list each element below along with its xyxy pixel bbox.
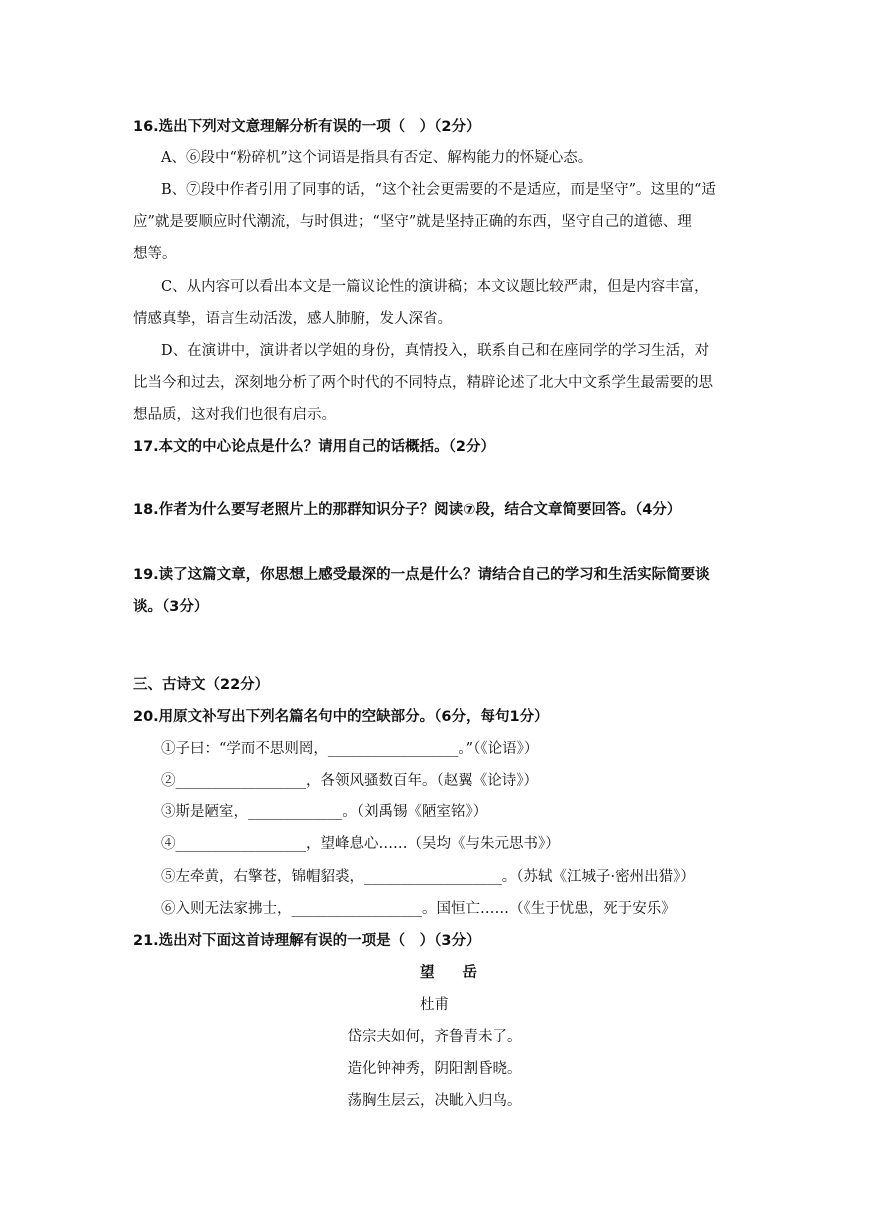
q20-item-4: ④__________________，望峰息心……（吴均《与朱元思书》） bbox=[161, 836, 560, 852]
poem-author: 杜甫 bbox=[420, 997, 449, 1013]
q16-option-b-line1: B、⑦段中作者引用了同事的话，“这个社会更需要的不是适应，而是坚守”。这里的“适 bbox=[161, 182, 716, 198]
q16-option-b-line3: 想等。 bbox=[133, 246, 177, 262]
q16-option-d-line2: 比当今和过去，深刻地分析了两个时代的不同特点，精辟论述了北大中文系学生最需要的思 bbox=[133, 375, 713, 391]
q16-option-d-line1: D、在演讲中，演讲者以学姐的身份，真情投入，联系自己和在座同学的学习生活，对 bbox=[161, 343, 710, 359]
q16-stem: 16.选出下列对文意理解分析有误的一项（ ）（2分） bbox=[133, 119, 481, 135]
q19-stem-line2: 谈。（3分） bbox=[133, 599, 209, 615]
poem-line-3: 荡胸生层云，决眦入归鸟。 bbox=[347, 1093, 522, 1109]
q20-item-6: ⑥入则无法家拂士，__________________。国恒亡……（《生于忧患，死于安乐》 bbox=[161, 901, 676, 917]
poem-line-1: 岱宗夫如何，齐鲁青未了。 bbox=[347, 1029, 522, 1045]
q20-item-3: ③斯是陋室，_____________。（刘禹锡《陋室铭》） bbox=[161, 804, 488, 820]
q20-item-5: ⑤左牵黄，右擎苍，锦帽貂裘，___________________。（苏轼《江城子·密州出猎》） bbox=[161, 869, 695, 885]
q16-option-c-line1: C、从内容可以看出本文是一篇议论性的演讲稿；本文议题比较严肃，但是内容丰富， bbox=[161, 279, 709, 295]
q20-stem: 20.用原文补写出下列名篇名句中的空缺部分。（6分，每句1分） bbox=[133, 709, 549, 725]
q16-option-a: A、⑥段中“粉碎机”这个词语是指具有否定、解构能力的怀疑心态。 bbox=[161, 150, 593, 166]
q17-stem: 17.本文的中心论点是什么？请用自己的话概括。（2分） bbox=[133, 439, 496, 455]
q16-option-c-line2: 情感真挚，语言生动活泼，感人肺腑，发人深省。 bbox=[133, 311, 452, 327]
q16-option-b-line2: 应”就是要顺应时代潮流，与时俱进；“坚守”就是坚持正确的东西，坚守自己的道德、理 bbox=[133, 214, 692, 230]
q19-stem-line1: 19.读了这篇文章，你思想上感受最深的一点是什么？请结合自己的学习和生活实际简要谈 bbox=[133, 567, 710, 583]
q16-option-d-line3: 想品质，这对我们也很有启示。 bbox=[133, 407, 336, 423]
q21-stem: 21.选出对下面这首诗理解有误的一项是（ ）（3分） bbox=[133, 933, 481, 949]
q18-stem: 18.作者为什么要写老照片上的那群知识分子？阅读⑦段，结合文章简要回答。（4分） bbox=[133, 502, 682, 518]
q20-item-1: ①子曰：“学而不思则罔，__________________。”（《论语》） bbox=[161, 741, 539, 757]
poem-line-2: 造化钟神秀，阴阳割昏晓。 bbox=[347, 1061, 522, 1077]
section-heading: 三、古诗文（22分） bbox=[133, 677, 270, 693]
q20-item-2: ②__________________，各领风骚数百年。（赵翼《论诗》） bbox=[161, 773, 538, 789]
poem-title: 望岳 bbox=[420, 964, 505, 981]
